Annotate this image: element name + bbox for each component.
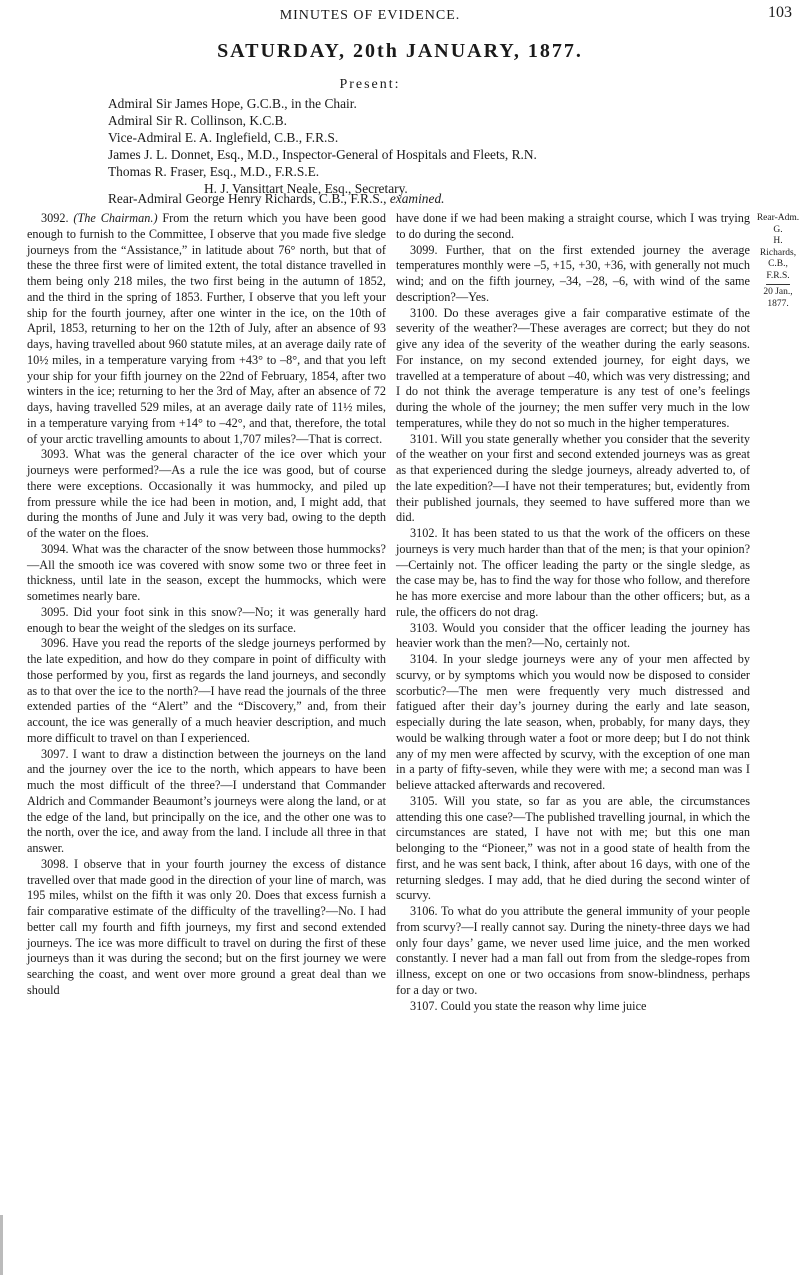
evidence-paragraph — [27, 211, 386, 447]
page-edge-shadow — [0, 1215, 3, 1275]
running-title: MINUTES OF EVIDENCE. — [279, 8, 461, 23]
evidence-paragraph: 3106. To what do you attribute the general immunity of your people from scurvy?—I really cannot say. During the ninety-three days we had only four days’ game, we never used lime juice, and the men worked constantly. I never had a man fall out from from the sledge-ropes from illness, except on one or two occasions from snow-blindness, perhaps for a day or two. — [396, 904, 750, 997]
evidence-paragraph: 3100. Do these averages give a fair comparative estimate of the severity of the weather?—These averages are correct; but they do not give any idea of the severity of the weather during the early seasons. For instance, on my second extended journey, for eight days, we travelled at a temperature of about –40, which was very distressing; and I do not think the average temperature is any test of one’s feelings during the whole of the journey; the men suffer very much in the low temperatures, while they do not so much in the higher temperatures. — [396, 305, 750, 430]
speaker-label: (The Chairman.) — [73, 211, 158, 225]
attendees-list — [108, 95, 537, 197]
attendee: Vice-Admiral E. A. Inglefield, C.B., F.R.S. — [108, 130, 339, 145]
margin-note-date: 20 Jan., 1877. — [763, 287, 793, 309]
margin-divider — [766, 284, 790, 285]
paragraph-text: From the return which you have been good enough to furnish to the Committee, I observe that you made five sledge journeys from the “Assistance,” in latitude about 76° north, but that of these the three first were of limited extent, the total distance travelled in them being only 218 miles, the two first being in the autumn of 1852, and the third in the spring of 1853. Further, I observe that you left your ship for the fourth journey, after one winter in the ice, on the 10th of April, 1853, returning to her on the 12th of July, after an absence of 93 days, having travelled about 960 statute miles, at an average daily rate of 10½ miles, in a temperature varying from +43° to –8°, and that you left your ship for your fifth journey on the 22nd of February, 1854, after two winters in the ice; returning to her the 3rd of May, after an absence of 72 days, having travelled 529 miles, at an average daily rate of 11½ miles, in a temperature varying from +14° to –42°, and that, therefore, the total of your arctic travelling amounts to about 1,707 miles?—That is correct. — [27, 211, 387, 446]
present-heading: Present: — [339, 77, 401, 92]
evidence-paragraph: 3096. Have you read the reports of the sledge journeys performed by the late expedition, and how do they compare in point of difficulty with those performed by you, first as regards the land journeys, and secondly as to that over the ice to the north?—I have read the journals of the three extended parties of the “Alert” and the “Discovery,” and, from their account, the ice was generally of a much heavier description, and much more difficult to travel on than I experienced. — [27, 636, 386, 745]
right-column — [396, 211, 750, 1014]
evidence-paragraph: 3099. Further, that on the first extended journey the average temperatures monthly were –5, +15, +30, +36, with generally not much wind; and on the fifth journey, –34, –28, –6, with wind of the same description?—Yes. — [396, 242, 750, 304]
left-column — [27, 211, 386, 999]
witness-status: examined. — [389, 191, 445, 206]
margin-note — [756, 213, 800, 310]
evidence-paragraph: 3102. It has been stated to us that the work of the officers on these journeys is very much harder than that of the men; is that your opinion?—Certainly not. The officer leading the party or the single sledge, as the case may be, has to find the way for those who follow, and therefore he has more exercise and more labour than the other officers; but, as a rule, the officers do not drag. — [396, 526, 750, 619]
evidence-paragraph: 3098. I observe that in your fourth journey the excess of distance travelled over that made good in the direction of your line of march, was 195 miles, whilst on the fifth it was only 20. Does that excess furnish a fair comparative estimate of the difficulty of the travelling?—No. I had better call my fourth and fifth journeys, my first and second extended journeys. The ice was more difficult to travel on during the first of these journeys than it was during the second; but on the first journey we were searching the coast, and went over more ground a great deal than we should — [27, 856, 386, 997]
evidence-paragraph: 3107. Could you state the reason why lime juice — [410, 998, 647, 1013]
evidence-paragraph: 3103. Would you consider that the officer leading the journey has heavier work than the men?—No, certainly not. — [396, 620, 750, 651]
evidence-paragraph: 3095. Did your foot sink in this snow?—No; it was generally hard enough to bear the weight of the sledges on its surface. — [27, 604, 386, 635]
session-date: SATURDAY, 20th JANUARY, 1877. — [217, 40, 583, 62]
evidence-paragraph: 3101. Will you state generally whether you consider that the severity of the weather on your first and second extended journeys was as great as that experienced during the sledge journeys, already adverted to, of the late expedition?—I have not their temperatures; but, evidently from their published journals, they seemed to have suffered more than we did. — [396, 431, 750, 525]
witness-name: Rear-Admiral George Henry Richards, C.B., F.R.S., — [108, 191, 387, 206]
attendee: Admiral Sir James Hope, G.C.B., in the Chair. — [108, 96, 357, 111]
margin-note-line: C.B., F.R.S. — [766, 259, 790, 281]
attendee: James J. L. Donnet, Esq., M.D., Inspector-General of Hospitals and Fleets, R.N. — [108, 147, 537, 162]
evidence-paragraph: 3094. What was the character of the snow between those hummocks?—All the smooth ice was covered with snow some two or three feet in thickness, until late in the season, except the hummocks, which were sometimes nearly bare. — [27, 541, 386, 603]
attendee: Admiral Sir R. Collinson, K.C.B. — [108, 113, 287, 128]
evidence-paragraph: 3104. In your sledge journeys were any of your men affected by scurvy, or by symptoms which you would now be disposed to consider scorbutic?—The men were frequently very much distressed and fatigued after their day’s journey during the early and late season, especially during the late season, when, probably, for many days, they would be walking through water a foot or more deep; but I do not think any of my men were affected by scurvy, with the exception of one man in a party of fifty-seven, while they were with me; a second man was I believe attacked afterwards and recovered. — [396, 652, 750, 792]
paragraph-text: 3092. — [41, 211, 74, 225]
secretary: H. J. Vansittart Neale, Esq., Secretary. — [204, 181, 408, 196]
margin-note-line: Rear-Adm. G. — [756, 213, 800, 235]
witness-line — [108, 191, 444, 207]
evidence-paragraph: 3093. What was the general character of the ice over which your journeys were performed?—As a rule the ice was good, but of course there were exceptions. Occasionally it was hummocky, and piled up from pressure while the ice had been in motion, and, I might add, that during the months of June and July it was very bad, owing to the depth of the water on the floes. — [27, 447, 386, 540]
evidence-paragraph: have done if we had been making a straight course, which I was trying to do during the second. — [396, 211, 750, 241]
margin-note-line: H. Richards, — [759, 236, 797, 258]
evidence-paragraph: 3105. Will you state, so far as you are able, the circumstances attending this one case?—The published travelling journal, in which the circumstances are stated, I have not with me; but this one man belonging to the “Pioneer,” was not in a good state of health from the first, and he was sent back, I think, after about 16 days, with one of the returning sledges. I may add, that he died during the second winter of scurvy. — [396, 793, 750, 903]
evidence-paragraph: 3097. I want to draw a distinction between the journeys on the land and the journey over the ice to the north, which appears to have been much the most difficult of the three?—I understand that Commander Aldrich and Commander Beaumont’s journeys were along the land, or at the edge of the land, but principally on the ice, and the other one was to the north, over the ice, and away from the land. I include all three in that answer. — [27, 746, 386, 855]
page-number: 103 — [768, 4, 792, 21]
attendee: Thomas R. Fraser, Esq., M.D., F.R.S.E. — [108, 164, 320, 179]
